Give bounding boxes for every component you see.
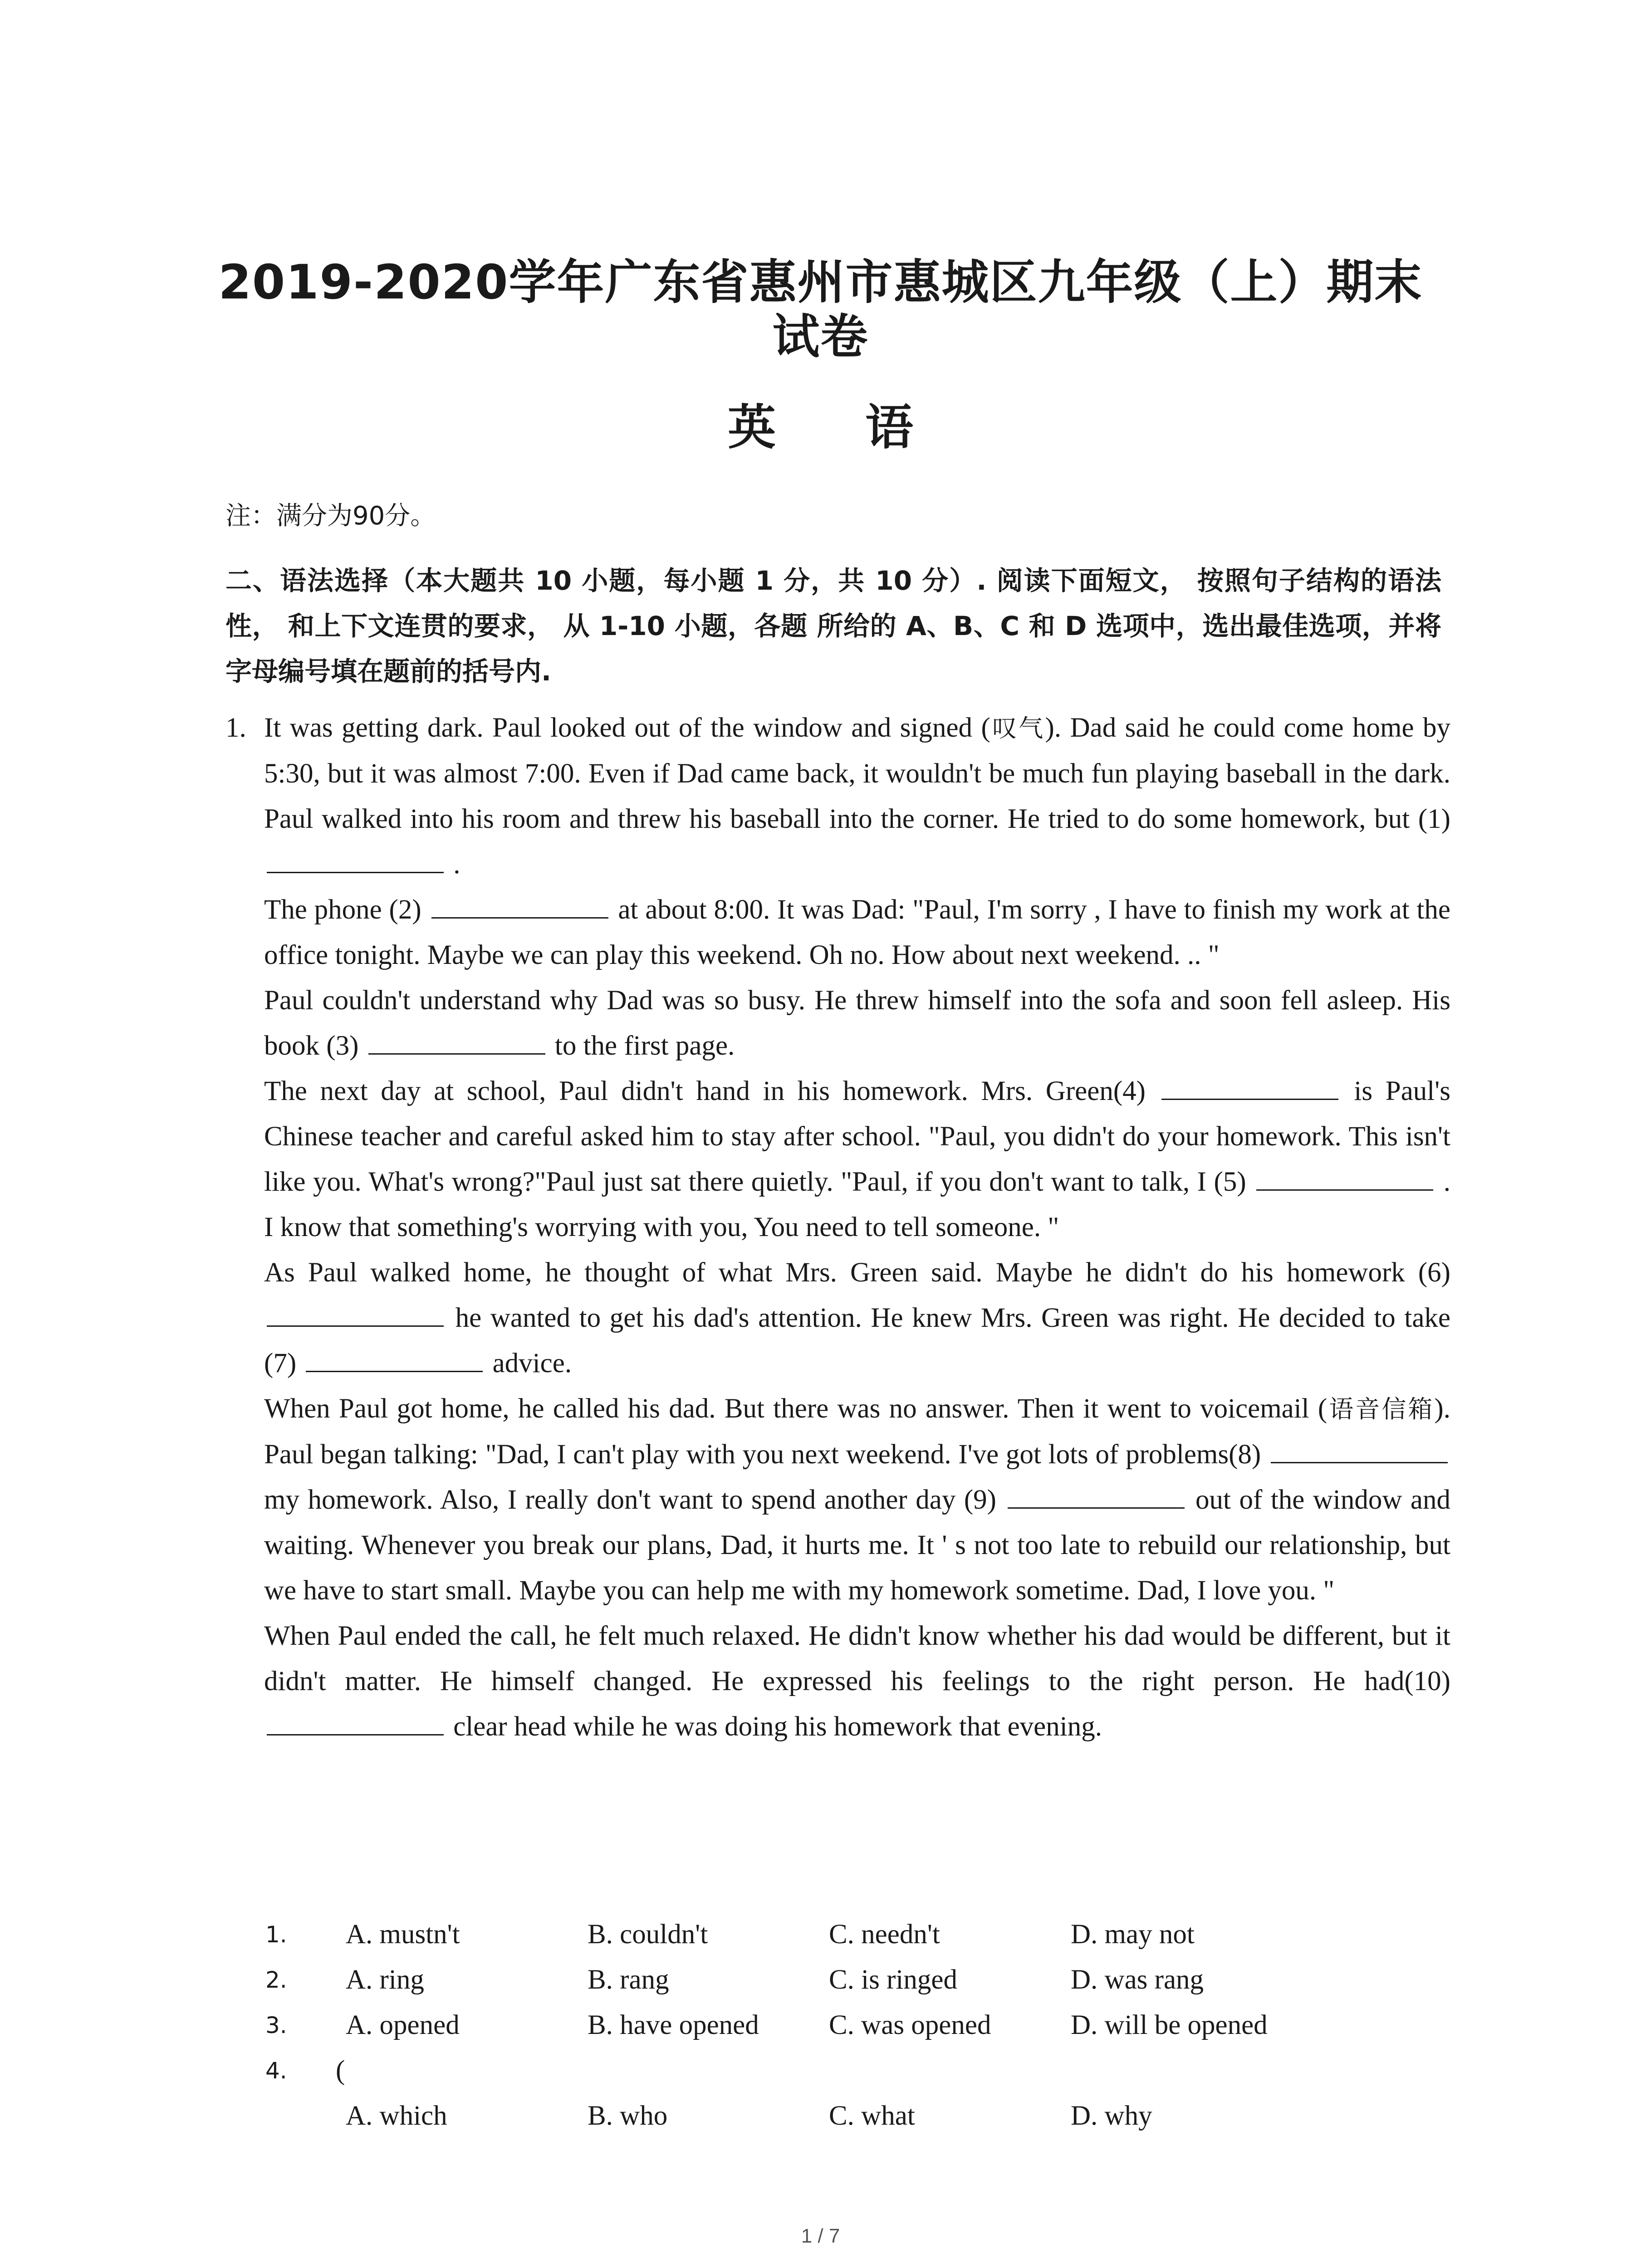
passage-text: When Paul got home, he called his dad. But there was no answer. Then it went to voicemail (	[264, 1393, 1327, 1424]
option-row-2	[225, 1964, 1450, 2009]
option-number: 1.	[265, 1921, 287, 1948]
passage-text: advice.	[492, 1348, 572, 1378]
passage-text: . I know that something's worrying with you, You need to tell someone. "	[264, 1167, 1451, 1242]
option-row-4-label	[225, 2055, 1450, 2100]
answer-blank-10	[267, 1710, 444, 1735]
passage-paragraph-5	[264, 1250, 1450, 1386]
answer-paren: (	[336, 2055, 345, 2086]
option-a: A. opened	[346, 2010, 460, 2040]
page-number: 1 / 7	[801, 2225, 840, 2247]
option-c: C. needn't	[829, 1919, 940, 1950]
passage-text: at about 8:00. It was Dad: "Paul, I'm sorry , I have to finish my work at the office tonight. Maybe we can play this weekend. Oh no. How about next weekend. .. "	[264, 894, 1450, 970]
option-b: B. have opened	[588, 2010, 759, 2040]
option-c: C. what	[829, 2101, 915, 2131]
option-b: B. who	[588, 2101, 668, 2131]
option-d: D. will be opened	[1071, 2010, 1268, 2040]
option-number: 3.	[265, 2012, 287, 2038]
passage-text: .	[453, 849, 460, 880]
reading-passage	[225, 705, 1450, 1750]
answer-blank-9	[1008, 1483, 1185, 1509]
passage-text: he wanted to get his dad's attention. He knew Mrs. Green was right. He decided to take (7)	[264, 1303, 1451, 1378]
section-instruction: 二、语法选择（本大题共 10 小题，每小题 1 分，共 10 分）. 阅读下面短文， 按照句子结构的语法性， 和上下文连贯的要求， 从 1-10 小题，各题 所给的 A、B、C 和 D 选项中，选出最佳选项，并将字母编号填在题前的括号内.	[225, 565, 1441, 687]
answer-blank-1	[267, 847, 444, 873]
answer-blank-3	[368, 1029, 545, 1055]
option-row-3	[225, 2009, 1450, 2055]
passage-text: is Paul's Chinese teacher and careful asked him to stay after school. "Paul, you didn't do your homework. This isn't like you. What's wrong?"Paul just sat there quietly. "Paul, if you don't want to talk, I (5)	[264, 1076, 1450, 1197]
passage-text: The phone (2)	[264, 894, 421, 925]
title-line-1: 2019-2020学年广东省惠州市惠城区九年级（上）期末	[218, 254, 1423, 310]
chinese-gloss: 语音信箱	[1327, 1395, 1435, 1423]
score-note: 注：满分为90分。	[225, 501, 436, 531]
option-a: A. which	[346, 2101, 447, 2131]
option-d: D. why	[1071, 2101, 1152, 2131]
answer-blank-7	[306, 1346, 483, 1372]
option-row-1	[225, 1919, 1450, 1964]
passage-text: As Paul walked home, he thought of what Mrs. Green said. Maybe he didn't do his homework (6)	[264, 1257, 1450, 1288]
passage-text: out of the window and waiting. Whenever you break our plans, Dad, it hurts me. It ' s not too late to rebuild our relationship, but we have to start small. Maybe you can help me with my homework sometime. Dad, I love you. "	[264, 1485, 1451, 1606]
passage-paragraph-7	[264, 1613, 1450, 1750]
passage-text: clear head while he was doing his homework that evening.	[453, 1711, 1102, 1742]
passage-number: 1.	[225, 713, 246, 743]
answer-blank-2	[431, 893, 608, 919]
answer-blank-5	[1256, 1165, 1433, 1191]
passage-paragraph-2	[264, 887, 1450, 978]
answer-blank-8	[1271, 1437, 1448, 1463]
option-d: D. was rang	[1071, 1965, 1204, 1995]
passage-paragraph-6	[264, 1386, 1450, 1613]
passage-paragraph-3	[264, 978, 1450, 1069]
passage-text: It was getting dark. Paul looked out of the window and signed (	[264, 713, 990, 743]
passage-text: ). Dad said he could come home by 5:30, but it was almost 7:00. Even if Dad came back, it wouldn't be much fun playing baseball in the dark. Paul walked into his room and threw his baseball into the corner. He tried to do some homework, but (1)	[264, 713, 1451, 834]
option-c: C. was opened	[829, 2010, 991, 2040]
passage-text: ). Paul began talking: "Dad, I can't play with you next weekend. I've got lots of problems(8)	[264, 1393, 1450, 1470]
option-row-4	[225, 2100, 1450, 2146]
subject-heading: 英 语	[728, 400, 950, 455]
option-number: 2.	[265, 1967, 287, 1993]
option-b: B. rang	[588, 1965, 669, 1995]
option-a: A. mustn't	[346, 1919, 460, 1950]
option-c: C. is ringed	[829, 1965, 957, 1995]
passage-paragraph-1	[264, 705, 1450, 887]
passage-paragraph-4	[264, 1069, 1450, 1250]
passage-text: The next day at school, Paul didn't hand in his homework. Mrs. Green(4)	[264, 1076, 1146, 1106]
title-line-2: 试卷	[772, 309, 869, 364]
answer-blank-4	[1161, 1074, 1338, 1100]
passage-text: to the first page.	[554, 1031, 735, 1061]
option-b: B. couldn't	[588, 1919, 708, 1950]
passage-text: Paul couldn't understand why Dad was so busy. He threw himself into the sofa and soon fell asleep. His book (3)	[264, 985, 1450, 1061]
passage-text: my homework. Also, I really don't want to spend another day (9)	[264, 1485, 996, 1515]
passage-text: When Paul ended the call, he felt much relaxed. He didn't know whether his dad would be different, but it didn't matter. He himself changed. He expressed his feelings to the right person. He had(10)	[264, 1621, 1450, 1696]
chinese-gloss: 叹气	[990, 714, 1045, 743]
option-a: A. ring	[346, 1965, 424, 1995]
answer-blank-6	[267, 1301, 444, 1327]
option-d: D. may not	[1071, 1919, 1195, 1950]
option-number: 4.	[265, 2058, 287, 2084]
